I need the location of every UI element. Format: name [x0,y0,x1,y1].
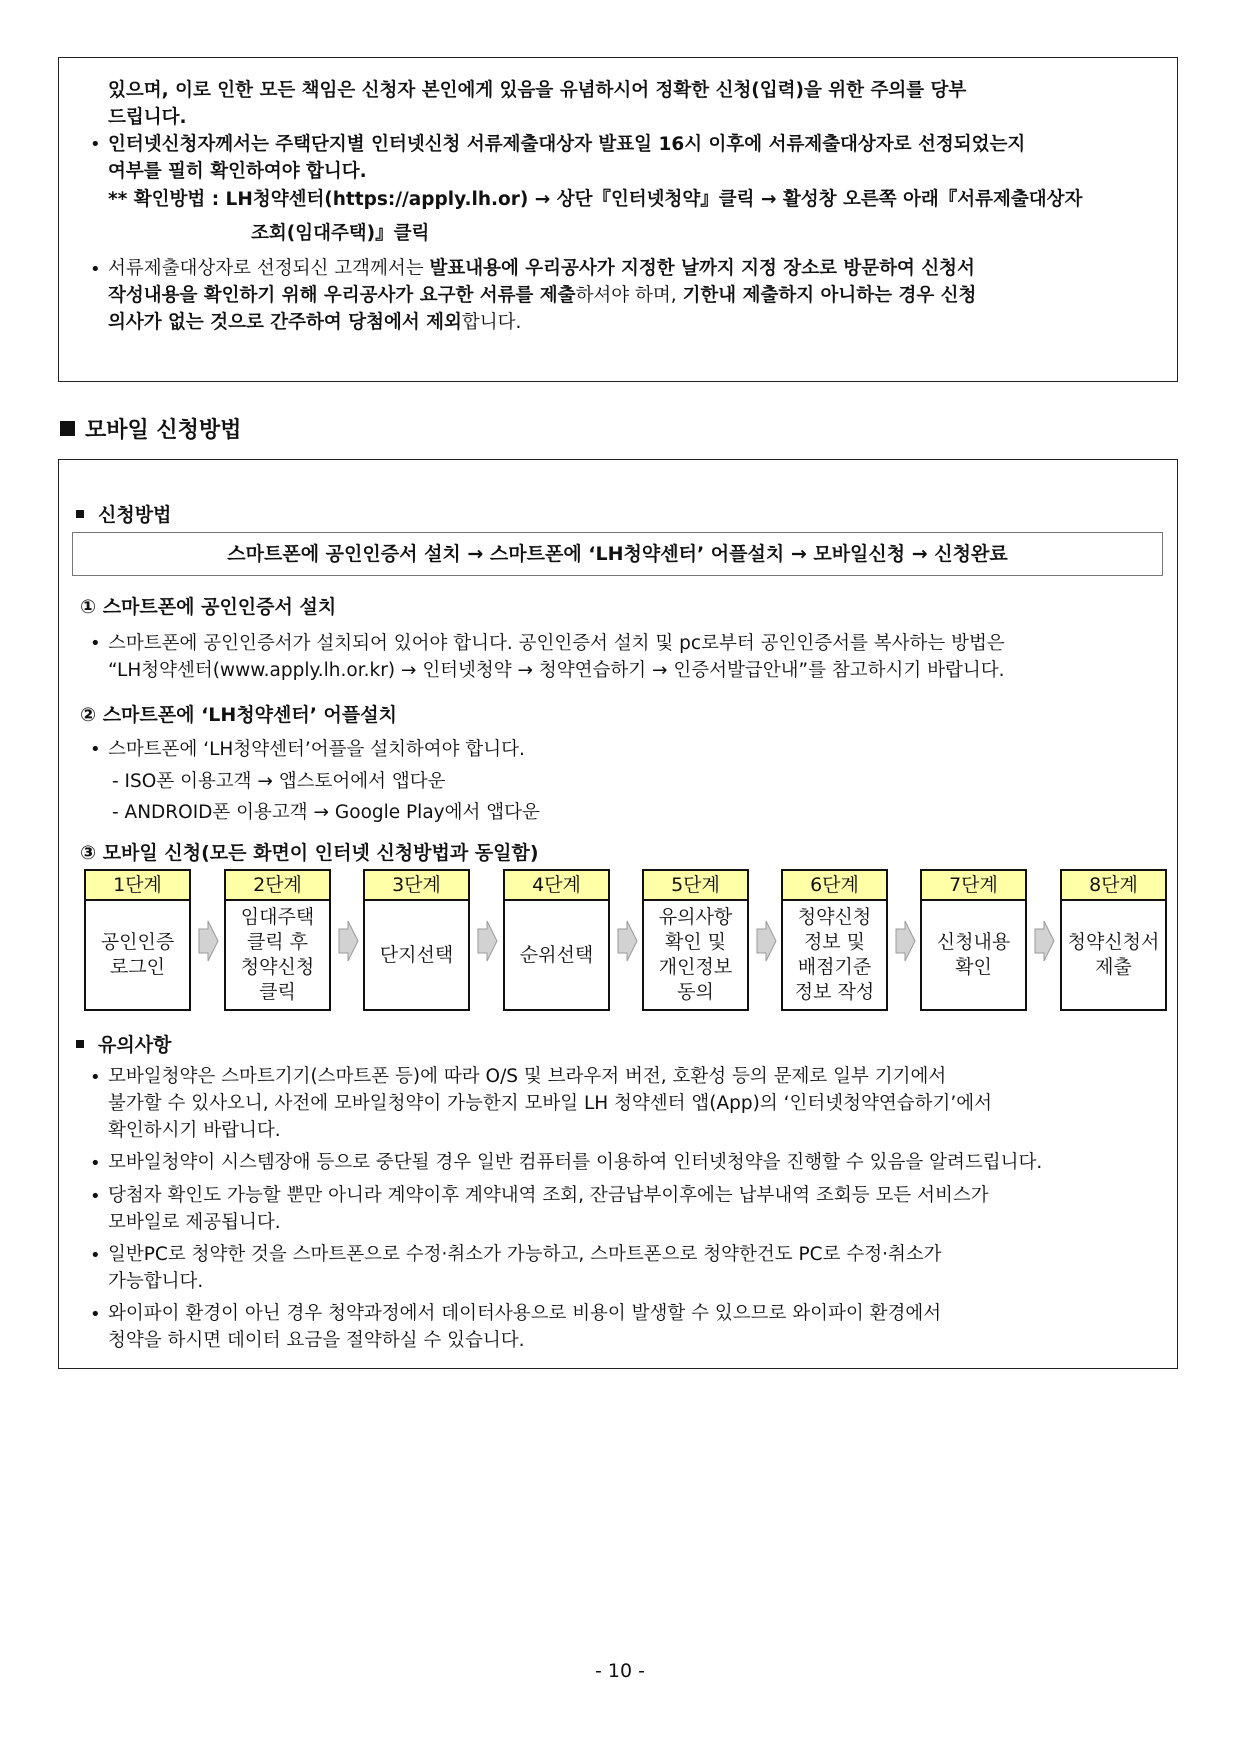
notice-line [108,282,1166,309]
notes-heading [76,1030,171,1057]
check-method-line: ** 확인방법 : LH청약센터(https://apply.lh.or) → 상단『인터넷청약』클릭 → 활성창 오른쪽 아래『서류제출대상자 [108,189,1083,210]
stage-label: 4단계 [503,869,610,901]
step3-heading: ③ 모바일 신청(모든 화면이 인터넷 신청방법과 동일함) [80,842,539,864]
stage-4 [503,869,610,1011]
note-text: 일반PC로 청약한 것을 스마트폰으로 수정·취소가 가능하고, 스마트폰으로 청약한건도 PC로 수정·취소가 [108,1244,942,1265]
bullet: • [90,259,101,280]
stage-6 [781,869,888,1011]
bullet: • [90,1067,101,1088]
stage-desc-text: 신청내용 확인 [936,931,1011,978]
stage-desc [920,901,1027,1011]
stage-desc [1060,901,1167,1011]
stage-1 [84,869,191,1011]
stage-7 [920,869,1027,1011]
note-text: 모바일로 제공됩니다. [108,1212,281,1233]
stage-desc [84,901,191,1011]
stage-desc [503,901,610,1011]
stage-desc-text: 청약신청 정보 및 배점기준 정보 작성 [794,906,875,1003]
bullet: • [90,134,101,155]
notice-line: 여부를 필히 확인하여야 합니다. [108,161,367,182]
stage-desc-text: 순위선택 [519,943,594,966]
stage-desc [363,901,470,1011]
bullet: • [90,1186,101,1207]
stage-label: 2단계 [224,869,331,901]
notice-text-bold: 의사가 없는 것으로 간주하여 당첨에서 제외 [108,312,462,333]
stage-desc-text: 단지선택 [379,943,454,966]
step2-heading: ② 스마트폰에 ‘LH청약센터’ 어플설치 [80,704,397,726]
stage-label: 6단계 [781,869,888,901]
notice-line: 있으며, 이로 인한 모든 책임은 신청자 본인에게 있음을 유념하시어 정확한 신청(입력)을 위한 주의를 당부 [108,80,967,101]
bullet: • [90,1245,101,1266]
method-flow: 스마트폰에 공인인증서 설치 → 스마트폰에 ‘LH청약센터’ 어플설치 → 모바일신청 → 신청완료 [72,532,1163,576]
bullet: • [90,739,101,760]
arrow-right-icon [615,919,639,963]
notice-line: 인터넷신청자께서는 주택단지별 인터넷신청 서류제출대상자 발표일 16시 이후에 서류제출대상자로 선정되었는지 [108,134,1026,155]
stage-desc-text: 임대주택 클릭 후 청약신청 클릭 [240,906,315,1003]
arrow-right-icon [893,919,917,963]
notice-line [108,255,1166,282]
square-bullet-icon [76,510,84,518]
arrow-right-icon [1032,919,1056,963]
stage-label: 5단계 [642,869,749,901]
note-text: 청약을 하시면 데이터 요금을 절약하실 수 있습니다. [108,1330,525,1351]
stage-label: 7단계 [920,869,1027,901]
stage-desc-text: 공인인증 로그인 [100,931,175,978]
note-text: 당첨자 확인도 가능할 뿐만 아니라 계약이후 계약내역 조회, 잔금납부이후에는 납부내역 조회등 모든 서비스가 [108,1185,989,1206]
step1-text: “LH청약센터(www.apply.lh.or.kr) → 인터넷청약 → 청약연습하기 → 인증서발급안내”를 참고하시기 바랍니다. [108,660,1005,681]
step2-text: - ANDROID폰 이용고객 → Google Play에서 앱다운 [112,802,540,823]
stage-desc [781,901,888,1011]
step2-text: 스마트폰에 ‘LH청약센터’어플을 설치하여야 합니다. [108,739,525,760]
stage-8 [1060,869,1167,1011]
arrow-right-icon [336,919,360,963]
stage-label: 8단계 [1060,869,1167,901]
arrow-right-icon [475,919,499,963]
stage-3 [363,869,470,1011]
note-text: 와이파이 환경이 아닌 경우 청약과정에서 데이터사용으로 비용이 발생할 수 있으므로 와이파이 환경에서 [108,1303,942,1324]
page-number: - 10 - [595,1660,645,1682]
method-heading-text: 신청방법 [98,504,172,526]
method-heading [76,500,171,527]
section-title [60,413,241,444]
bullet: • [90,633,101,654]
note-text: 가능합니다. [108,1271,204,1292]
note-text: 불가할 수 있사오니, 사전에 모바일청약이 가능한지 모바일 LH 청약센터 앱(App)의 ‘인터넷청약연습하기’에서 [108,1093,992,1114]
notice-text: 하셔야 하며, [575,285,683,306]
notice-text: 서류제출대상자로 선정되신 고객께서는 [108,258,430,279]
stage-desc-text: 청약신청서 제출 [1067,931,1160,978]
check-method-line: 조회(임대주택)』클릭 [251,223,430,244]
square-bullet-icon [76,1040,84,1048]
stage-5 [642,869,749,1011]
arrow-right-icon [196,919,220,963]
section-title-text: 모바일 신청방법 [85,418,242,443]
stage-desc [224,901,331,1011]
arrow-right-icon [754,919,778,963]
notice-text-bold: 기한내 제출하지 아니하는 경우 신청 [682,285,977,306]
stage-label: 1단계 [84,869,191,901]
square-bullet-icon [60,421,75,436]
notice-text: 합니다. [461,312,522,333]
bullet: • [90,1304,101,1325]
notice-text-bold: 발표내용에 우리공사가 지정한 날까지 지정 장소로 방문하여 신청서 [429,258,975,279]
notice-line [108,309,521,336]
stage-desc [642,901,749,1011]
note-text: 모바일청약이 시스템장애 등으로 중단될 경우 일반 컴퓨터를 이용하여 인터넷청약을 진행할 수 있음을 알려드립니다. [108,1152,1043,1173]
stage-2 [224,869,331,1011]
stage-label: 3단계 [363,869,470,901]
note-text: 모바일청약은 스마트기기(스마트폰 등)에 따라 O/S 및 브라우저 버전, 호환성 등의 문제로 일부 기기에서 [108,1066,947,1087]
stage-desc-text: 유의사항 확인 및 개인정보 동의 [658,906,733,1003]
bullet: • [90,1153,101,1174]
step1-heading: ① 스마트폰에 공인인증서 설치 [80,596,337,618]
notice-line: 드립니다. [108,107,187,128]
step1-text: 스마트폰에 공인인증서가 설치되어 있어야 합니다. 공인인증서 설치 및 pc로부터 공인인증서를 복사하는 방법은 [108,633,1005,654]
notes-heading-text: 유의사항 [98,1034,172,1056]
notice-text-bold: 작성내용을 확인하기 위해 우리공사가 요구한 서류를 제출 [108,285,576,306]
note-text: 확인하시기 바랍니다. [108,1120,281,1141]
step2-text: - ISO폰 이용고객 → 앱스토어에서 앱다운 [112,771,446,792]
